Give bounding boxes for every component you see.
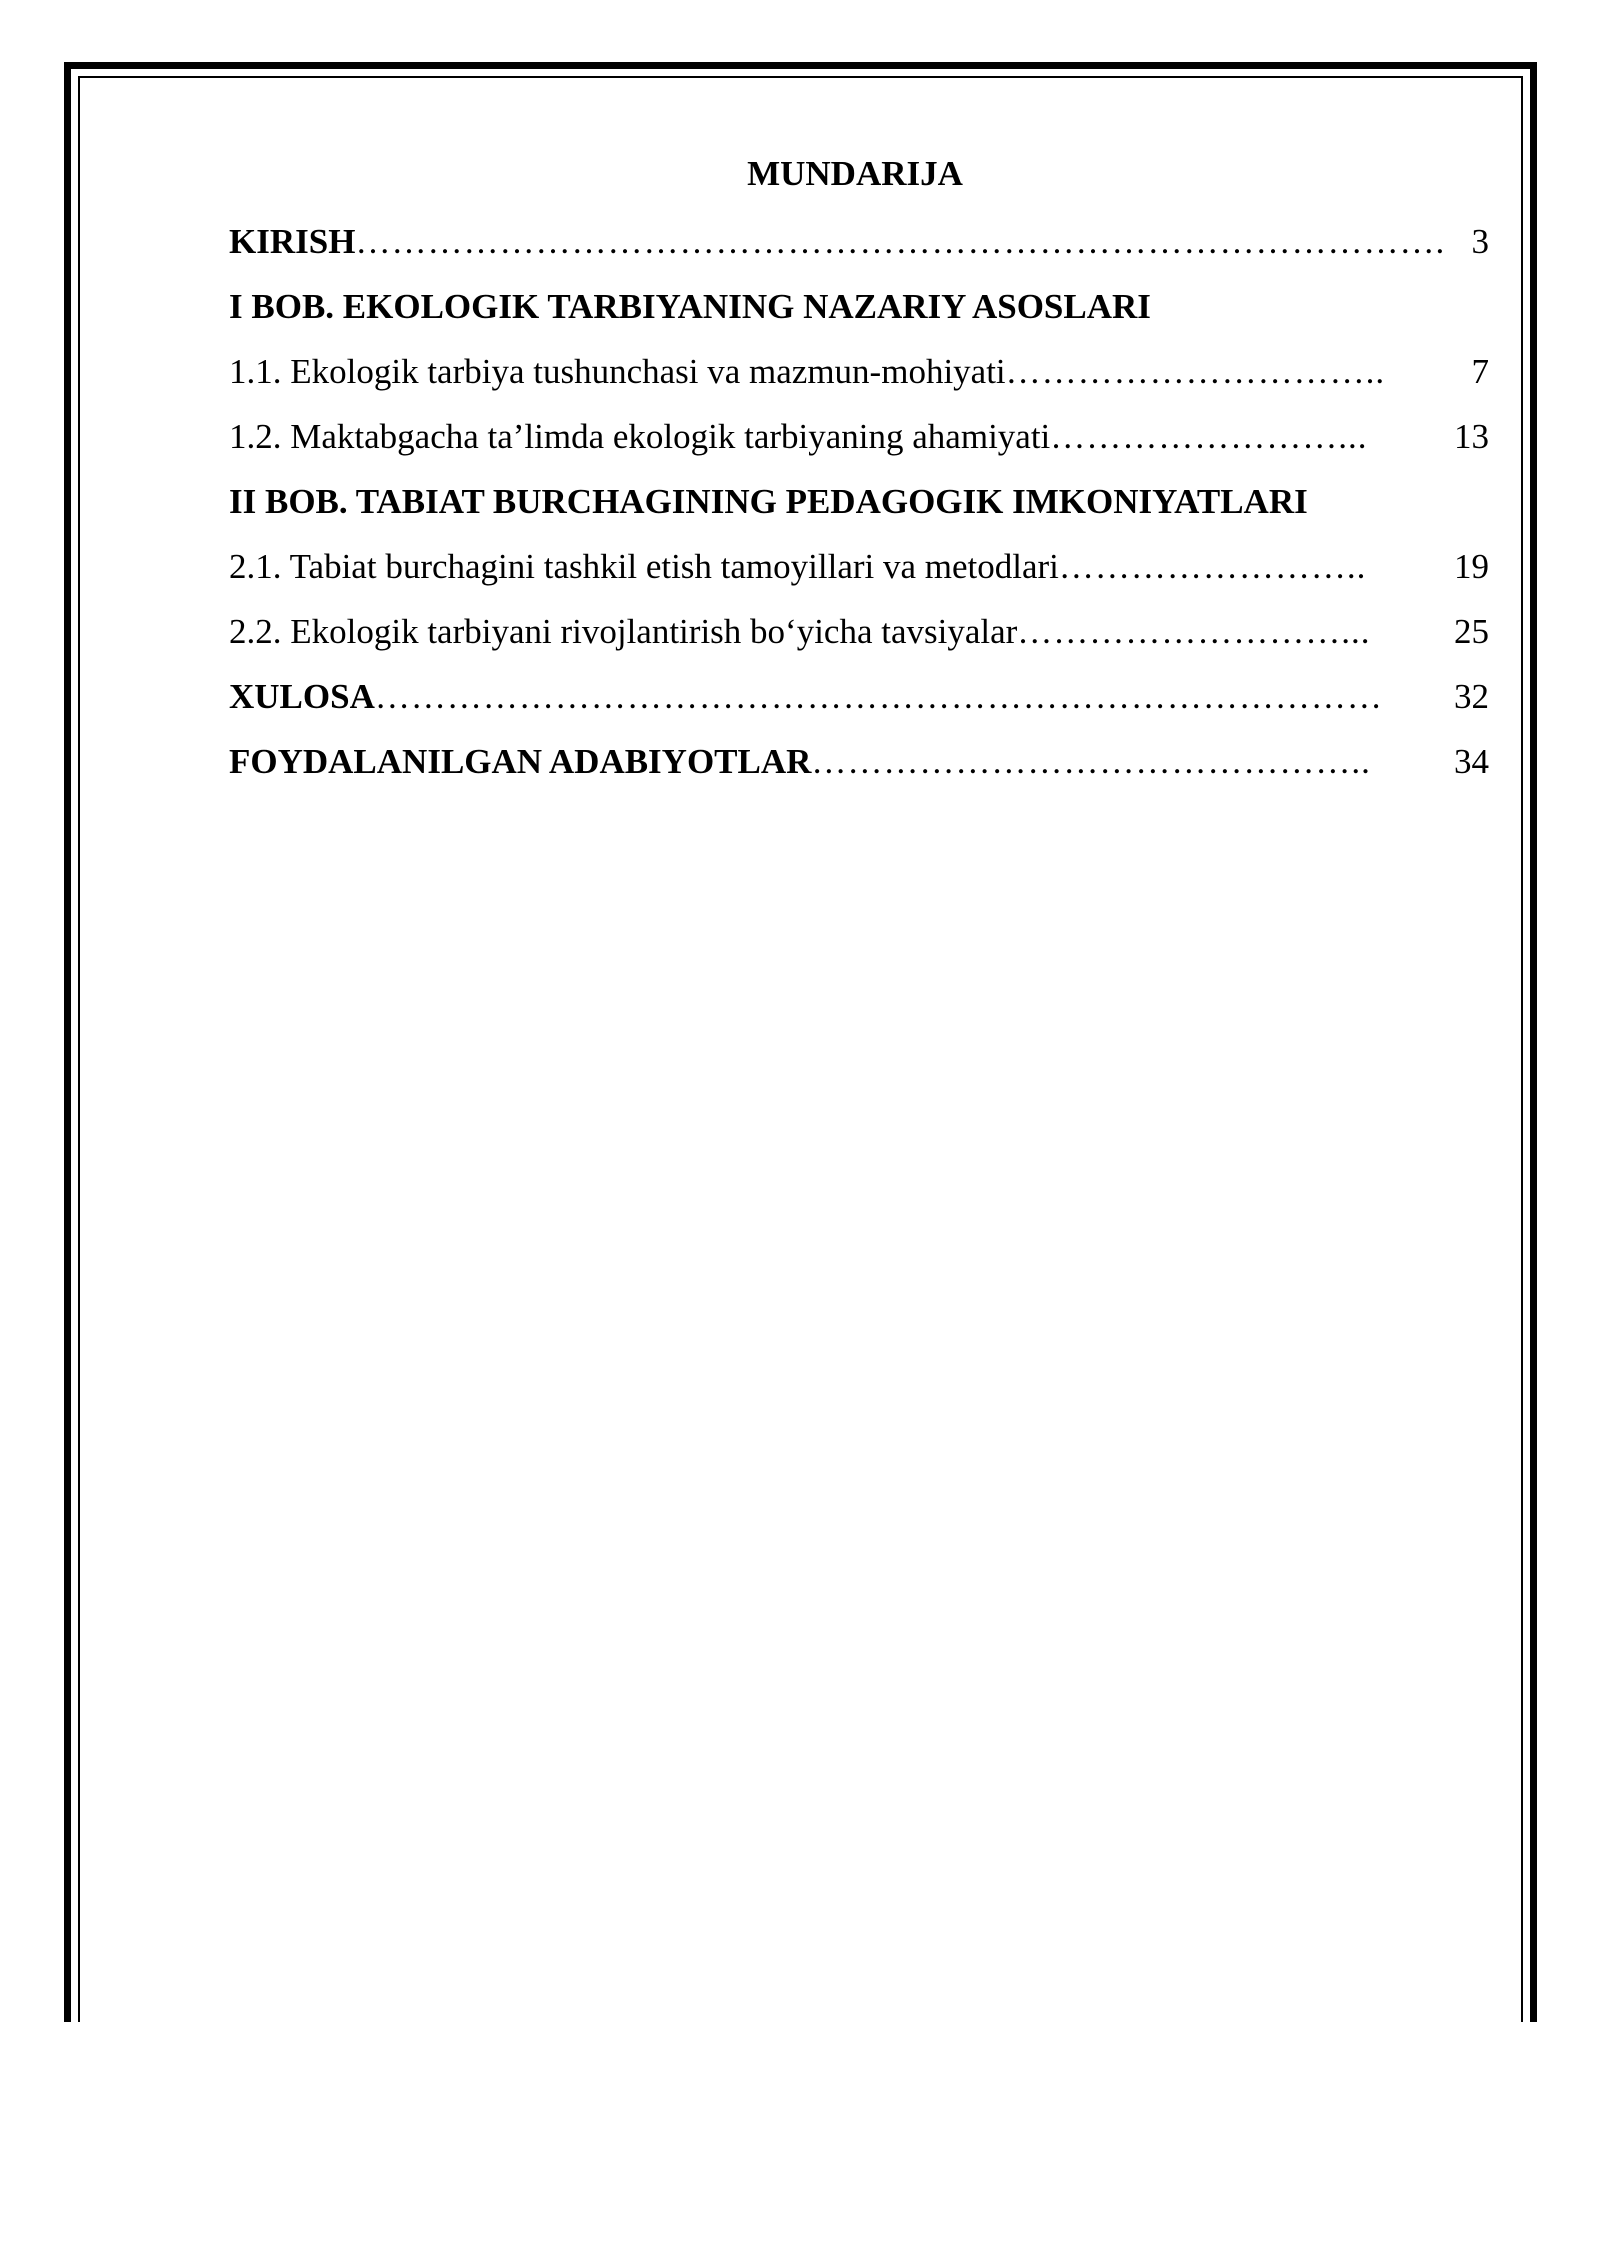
- toc-page-number: 19: [1454, 547, 1489, 586]
- toc-page-number: 34: [1454, 742, 1489, 781]
- toc-page-number: 7: [1471, 352, 1489, 391]
- toc-page-number: 32: [1454, 677, 1489, 716]
- toc-entry-label: KIRISH: [229, 222, 356, 261]
- toc-title: MUNDARIJA: [747, 154, 963, 193]
- toc-dot-leader: ………………………………………..: [811, 742, 1371, 781]
- toc-page-number: 3: [1471, 222, 1489, 261]
- toc-entry-label: 2.1. Tabiat burchagini tashkil etish tamoyillari va metodlari: [229, 547, 1059, 586]
- toc-entry-label: I BOB. EKOLOGIK TARBIYANING NAZARIY ASOSLARI: [229, 287, 1151, 326]
- toc-dot-leader: …………………………………………………………………………: [374, 677, 1383, 716]
- toc-entry[interactable]: [229, 608, 1489, 673]
- toc-entry[interactable]: [229, 348, 1489, 413]
- toc-entry-label: 2.2. Ekologik tarbiyani rivojlantirish bo‘yicha tavsiyalar: [229, 612, 1018, 651]
- table-of-contents: [229, 218, 1489, 803]
- toc-entry-label: 1.1. Ekologik tarbiya tushunchasi va mazmun-mohiyati: [229, 352, 1006, 391]
- toc-dot-leader: ……………………..: [1058, 547, 1367, 586]
- toc-entry[interactable]: [229, 673, 1489, 738]
- toc-entry-label: FOYDALANILGAN ADABIYOTLAR: [229, 742, 812, 781]
- toc-entry[interactable]: [229, 218, 1489, 283]
- toc-chapter-heading[interactable]: [229, 283, 1489, 348]
- toc-entry[interactable]: [229, 738, 1489, 803]
- toc-entry[interactable]: [229, 543, 1489, 608]
- toc-entry[interactable]: [229, 413, 1489, 478]
- toc-page-number: 13: [1454, 417, 1489, 456]
- toc-dot-leader: ……………………...: [1050, 417, 1368, 456]
- toc-entry-label: II BOB. TABIAT BURCHAGINING PEDAGOGIK IMKONIYATLARI: [229, 482, 1308, 521]
- toc-entry-label: 1.2. Maktabgacha ta’limda ekologik tarbiyaning ahamiyati: [229, 417, 1051, 456]
- toc-entry-label: XULOSA: [229, 677, 375, 716]
- toc-dot-leader: ………………………...: [1017, 612, 1371, 651]
- toc-dot-leader: ……………………………………………………………………………….: [355, 222, 1446, 261]
- toc-dot-leader: …………………………..: [1005, 352, 1386, 391]
- toc-page-number: 25: [1454, 612, 1489, 651]
- toc-chapter-heading[interactable]: [229, 478, 1489, 543]
